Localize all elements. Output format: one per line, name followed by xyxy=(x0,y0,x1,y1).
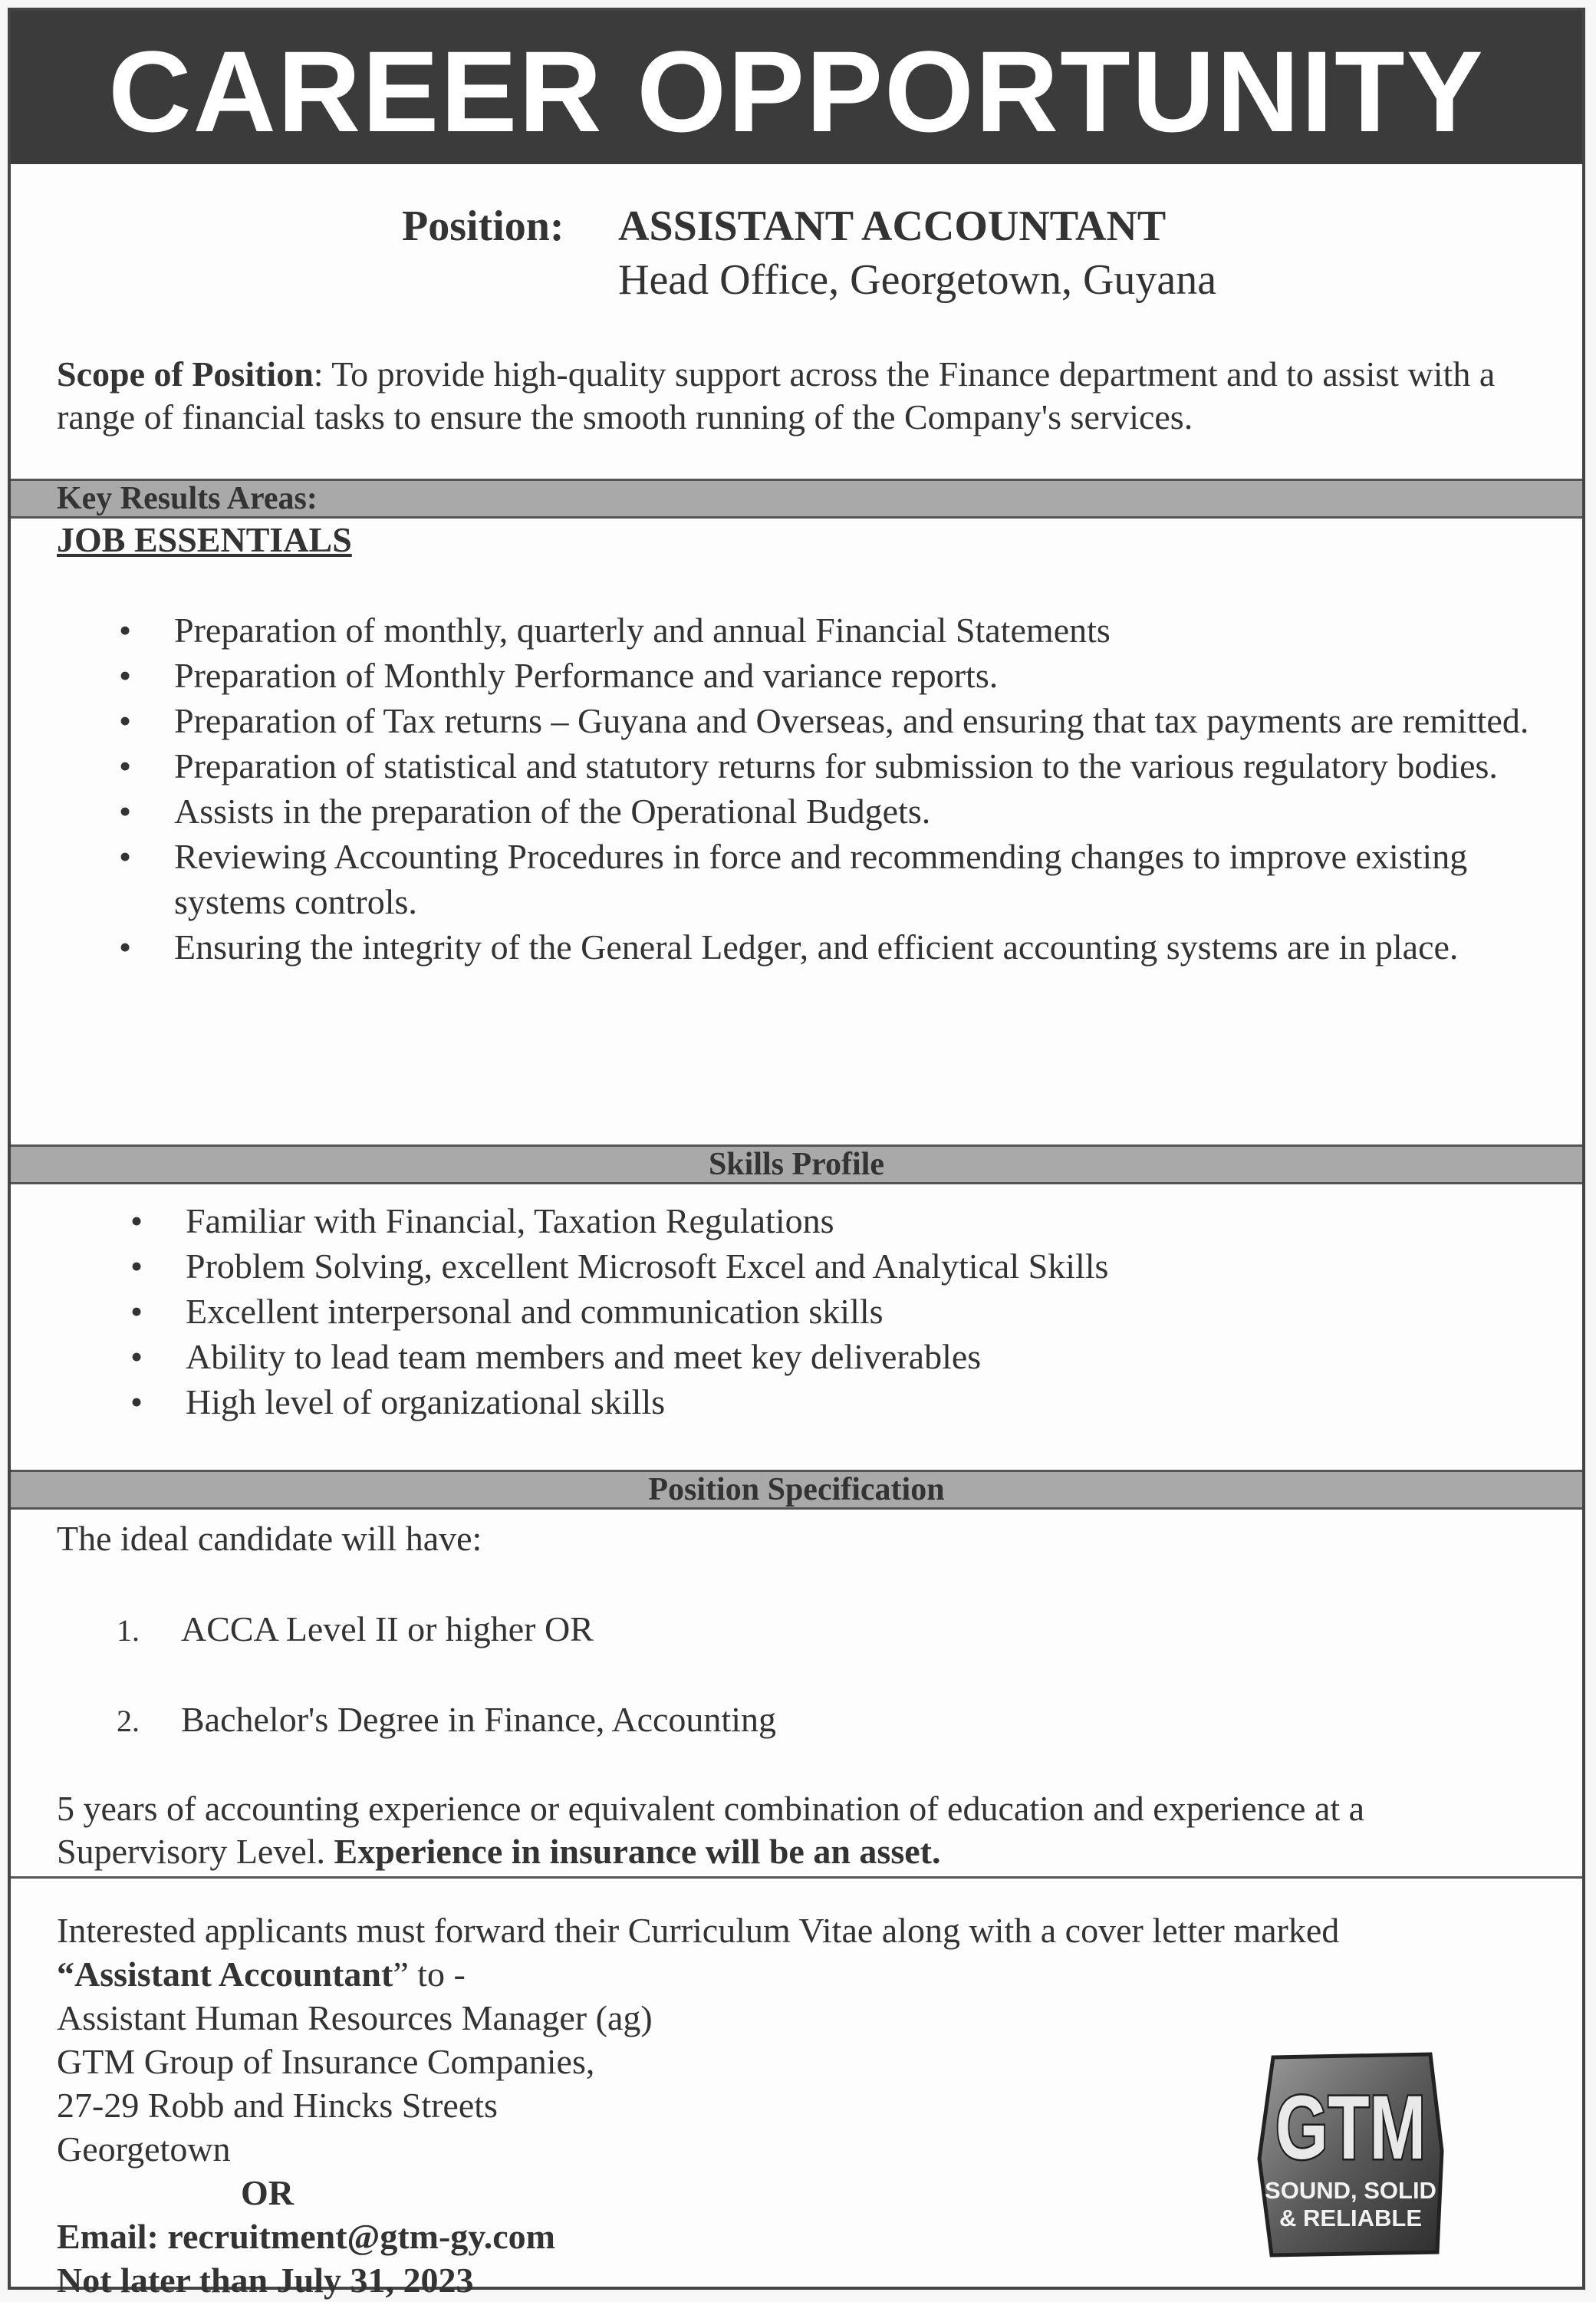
list-item: • Excellent interpersonal and communication skills xyxy=(186,1289,1536,1334)
list-item: • Preparation of Monthly Performance and variance reports. xyxy=(174,653,1536,698)
list-item: • Ensuring the integrity of the General Ledger, and efficient accounting systems are in place. xyxy=(174,924,1536,970)
address-line: Georgetown xyxy=(57,2129,231,2169)
position-label: Position: xyxy=(402,203,564,250)
experience-text: 5 years of accounting experience or equivalent combination of education and experience at a Supervisory Level. xyxy=(57,1789,1365,1871)
list-item: • Ability to lead team members and meet key deliverables xyxy=(186,1334,1536,1379)
list-item: • Assists in the preparation of the Operational Budgets. xyxy=(174,789,1536,834)
list-item: • Preparation of Tax returns – Guyana and Overseas, and ensuring that tax payments are remitted. xyxy=(174,698,1536,743)
spec-intro: The ideal candidate will have: xyxy=(57,1519,482,1558)
scope-label: Scope of Position xyxy=(57,354,314,394)
cover-letter-marking xyxy=(57,1952,1552,1996)
position-specification-heading: Position Specification xyxy=(11,1470,1582,1510)
page-title: CAREER OPPORTUNITY xyxy=(11,11,1582,164)
list-item: • Preparation of statistical and statutory returns for submission to the various regulatory bodies. xyxy=(174,743,1536,789)
position-location: Head Office, Georgetown, Guyana xyxy=(618,256,1217,304)
list-item: • Preparation of monthly, quarterly and annual Financial Statements xyxy=(174,608,1536,653)
list-item: • Problem Solving, excellent Microsoft Excel and Analytical Skills xyxy=(186,1243,1536,1289)
position-title: ASSISTANT ACCOUNTANT xyxy=(618,203,1167,250)
key-results-heading: Key Results Areas: xyxy=(11,479,1582,519)
list-item: • Reviewing Accounting Procedures in force and recommending changes to improve existing systems controls. xyxy=(174,834,1536,924)
skills-profile-heading: Skills Profile xyxy=(11,1144,1582,1184)
job-advertisement xyxy=(8,8,1585,2300)
list-item xyxy=(117,1698,776,1743)
logo-mark: GTM xyxy=(1275,2077,1426,2179)
list-item: • Familiar with Financial, Taxation Regulations xyxy=(186,1198,1536,1243)
job-essentials-heading: JOB ESSENTIALS xyxy=(57,520,352,559)
or-separator: OR xyxy=(241,2173,294,2212)
experience-asset: Experience in insurance will be an asset. xyxy=(334,1832,941,1871)
contact-intro: Interested applicants must forward their Curriculum Vitae along with a cover letter marked xyxy=(57,1911,1340,1950)
list-item: • High level of organizational skills xyxy=(186,1379,1536,1424)
gtm-logo xyxy=(1250,2051,1450,2258)
scope-text: : To provide high-quality support across the Finance department and to assist with a range of financial tasks to ensure the smooth running of the Company's services. xyxy=(57,354,1496,436)
item-number: 1. xyxy=(117,1613,140,1648)
skills-list xyxy=(186,1198,1536,1424)
section-divider xyxy=(11,1876,1582,1879)
address-line: Assistant Human Resources Manager (ag) xyxy=(57,1998,653,2037)
item-text: ACCA Level II or higher OR xyxy=(181,1609,594,1648)
contact-email: Email: recruitment@gtm-gy.com xyxy=(57,2217,555,2256)
logo-tagline: & RELIABLE xyxy=(1279,2205,1422,2231)
job-essentials-list xyxy=(174,608,1536,970)
marked-title: “Assistant Accountant xyxy=(57,1955,393,1994)
list-item xyxy=(117,1608,594,1652)
address-line: GTM Group of Insurance Companies, xyxy=(57,2042,595,2081)
scope-of-position xyxy=(57,353,1544,439)
application-deadline: Not later than July 31, 2023 xyxy=(57,2261,474,2300)
item-number: 2. xyxy=(117,1704,140,1738)
item-text: Bachelor's Degree in Finance, Accounting xyxy=(181,1700,776,1739)
logo-tagline: SOUND, SOLID xyxy=(1265,2177,1436,2204)
experience-requirement xyxy=(57,1787,1536,1873)
marked-close: ” to - xyxy=(393,1955,466,1994)
address-line: 27-29 Robb and Hincks Streets xyxy=(57,2086,498,2125)
